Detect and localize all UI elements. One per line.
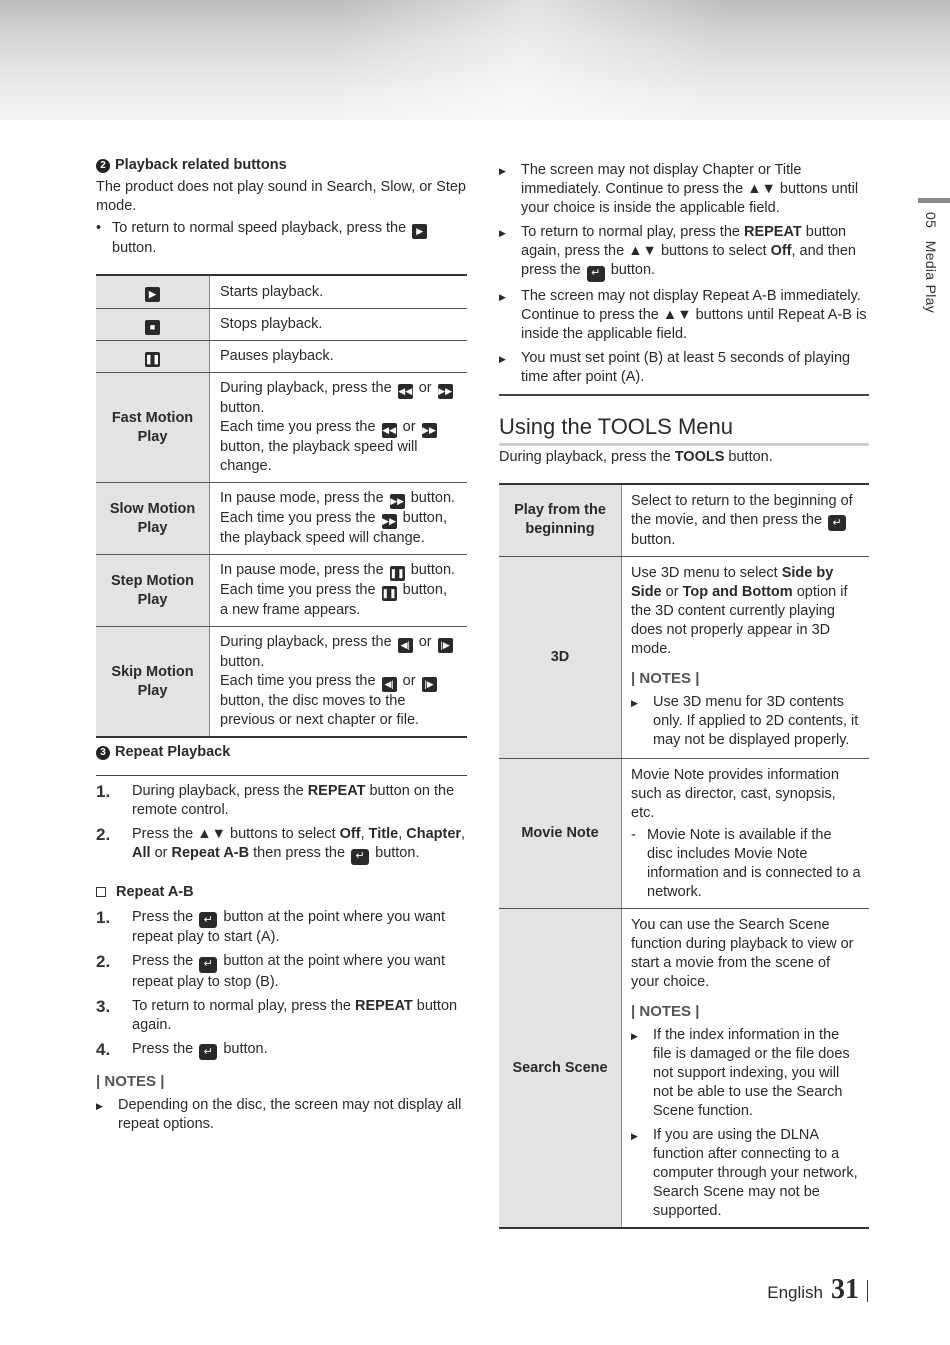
note-text: Use 3D menu for 3D contents only. If applied to 2D contents, it may not be displayed properly.	[653, 694, 859, 748]
triangle-bullet-icon: ▶	[631, 1031, 638, 1041]
enter-icon: ↵	[828, 515, 846, 531]
table-value-cell	[622, 484, 870, 557]
fast-forward-icon: ▶▶	[382, 514, 397, 529]
table-key-cell	[96, 309, 210, 341]
note-item	[499, 349, 869, 387]
note-text: The screen may not display Chapter or Title immediately. Continue to press the ▲▼ buttons until your choice is inside the applicable field.	[521, 162, 859, 216]
cell-text: or	[418, 380, 432, 396]
pause-icon: ❚❚	[382, 586, 397, 601]
list-number: 3.	[96, 996, 111, 1016]
cell-text: During playback, press the	[220, 634, 392, 650]
triangle-bullet-icon: ▶	[631, 698, 638, 708]
fast-forward-icon: ▶▶	[390, 494, 405, 509]
list-text-a: Press the ▲▼ buttons to select	[132, 826, 336, 842]
dash-bullet: -	[631, 827, 636, 843]
list-item	[96, 908, 467, 948]
table-key-cell: Movie Note	[499, 759, 622, 909]
enter-icon: ↵	[199, 957, 217, 973]
list-item	[96, 1040, 467, 1061]
note-item	[499, 287, 869, 344]
table-key-cell: 3D	[499, 557, 622, 759]
table-row	[499, 484, 869, 557]
step-number-badge: 2	[96, 159, 110, 173]
table-key-cell	[96, 341, 210, 373]
cell-text: button, the playback speed will change.	[220, 510, 447, 546]
list-number: 1.	[96, 907, 111, 927]
fast-forward-icon: ▶▶	[422, 423, 437, 438]
triangle-bullet-icon: ▶	[96, 1101, 103, 1111]
list-text-then: then press the	[253, 845, 346, 861]
heading-text: Repeat A-B	[116, 883, 194, 900]
note-item	[631, 1126, 861, 1221]
table-value-cell: Pauses playback.	[210, 341, 468, 373]
option-keyword: All	[132, 845, 151, 861]
table-value-cell	[622, 909, 870, 1229]
triangle-bullet-icon: ▶	[499, 291, 506, 302]
tools-intro	[499, 448, 869, 467]
list-text	[132, 782, 467, 820]
cell-text: Use 3D menu to select	[631, 565, 778, 581]
list-text-b: button at the point where you want repeat play to start (A).	[132, 908, 445, 945]
skip-forward-icon: |▶	[438, 638, 453, 653]
section-tab-marker	[918, 198, 950, 203]
language-label: English	[767, 1283, 823, 1302]
repeat-steps-list	[96, 782, 467, 865]
checkbox-square-icon	[96, 887, 106, 897]
skip-back-icon: ◀|	[382, 677, 397, 692]
table-row	[96, 555, 467, 627]
title-underline	[499, 443, 869, 446]
table-value-cell	[210, 483, 468, 555]
cell-text: button.	[410, 490, 456, 506]
table-row	[96, 275, 467, 309]
stop-icon: ■	[145, 320, 160, 335]
notes-heading: | NOTES |	[631, 670, 700, 687]
list-text	[132, 1040, 268, 1061]
pause-icon: ❚❚	[145, 352, 160, 367]
option-keyword: Top and Bottom	[682, 584, 793, 600]
cell-text: button, a new frame appears.	[220, 582, 447, 618]
cell-text: Select to return to the beginning of the movie, and then press the	[631, 492, 853, 528]
triangle-bullet-icon: ▶	[499, 228, 506, 238]
table-value-cell	[622, 759, 870, 909]
repeat-keyword: REPEAT	[307, 783, 366, 799]
table-key-cell: Skip Motion Play	[96, 627, 210, 738]
list-number: 4.	[96, 1039, 111, 1059]
heading-text: Playback related buttons	[115, 157, 287, 173]
right-column	[499, 161, 869, 1229]
repeat-ab-steps-list	[96, 908, 467, 1061]
list-text-a: Press the	[132, 953, 194, 969]
bullet-text	[112, 219, 467, 258]
rewind-icon: ◀◀	[398, 384, 413, 399]
triangle-bullet-icon: ▶	[631, 1131, 638, 1141]
list-item	[96, 997, 467, 1035]
footer-divider	[867, 1280, 868, 1302]
note-text-e: , and then press the	[521, 243, 856, 278]
bullet-dot: •	[96, 220, 102, 236]
tools-menu-table	[499, 483, 869, 1230]
table-value-cell: Starts playback.	[210, 275, 468, 309]
list-item	[96, 782, 467, 820]
list-number: 2.	[96, 825, 111, 844]
cell-text: or	[418, 634, 432, 650]
table-value-cell	[210, 627, 468, 738]
option-keyword: Side by Side	[631, 565, 834, 600]
note-text	[521, 223, 869, 282]
cell-text: button.	[220, 654, 265, 670]
option-keyword: Title	[368, 826, 399, 842]
table-key-cell: Step Motion Play	[96, 555, 210, 627]
list-item	[96, 952, 467, 992]
table-row	[96, 309, 467, 341]
table-row	[96, 483, 467, 555]
divider	[96, 775, 467, 776]
option-keyword: Repeat A-B	[171, 845, 250, 861]
table-row	[96, 627, 467, 738]
cell-text: button, the playback speed will change.	[220, 439, 418, 474]
dash-text: Movie Note is available if the disc includes Movie Note information and is connected to a network.	[647, 827, 861, 900]
cell-text: or	[665, 584, 679, 600]
enter-icon: ↵	[199, 1044, 217, 1060]
option-keyword: Off	[339, 826, 361, 842]
table-key-cell	[96, 275, 210, 309]
section-tab-label	[921, 212, 940, 313]
table-key-cell: Fast Motion Play	[96, 373, 210, 483]
table-row	[499, 909, 869, 1229]
repeat-ab-heading	[96, 883, 467, 902]
cell-text: Each time you press the	[220, 510, 376, 526]
section-number: 05	[923, 212, 939, 229]
step-number-badge: 3	[96, 746, 110, 760]
repeat-keyword: REPEAT	[354, 997, 413, 1014]
note-text: If the index information in the file is damaged or the file does not support indexing, you will not be able to use the Search Scene function.	[653, 1027, 850, 1119]
notes-heading: | NOTES |	[96, 1073, 165, 1090]
list-text-a: To return to normal play, press the	[132, 997, 351, 1014]
fast-forward-icon: ▶▶	[438, 384, 453, 399]
cell-text: In pause mode, press the	[220, 562, 384, 578]
note-text-a: To return to normal play, press the	[521, 224, 740, 240]
intro-text: The product does not play sound in Search, Slow, or Step mode.	[96, 179, 466, 214]
cell-text: button.	[410, 562, 456, 578]
list-text-b: button at the point where you want repeat play to stop (B).	[132, 953, 445, 990]
cell-text: button.	[220, 400, 265, 416]
repeat-playback-heading	[96, 743, 467, 762]
note-text: You must set point (B) at least 5 seconds of playing time after point (A).	[521, 349, 851, 385]
cell-text: or	[402, 673, 416, 689]
table-value-cell	[210, 555, 468, 627]
play-icon: ▶	[412, 224, 427, 239]
list-text-or: or	[154, 845, 168, 861]
note-text: The screen may not display Repeat A-B immediately. Continue to press the ▲▼ buttons until Repeat A-B is inside the applicable field.	[521, 287, 867, 342]
enter-icon: ↵	[351, 849, 369, 865]
bullet-text-a: To return to normal speed playback, press the	[112, 220, 407, 236]
table-row	[499, 759, 869, 909]
cell-text: Each time you press the	[220, 419, 376, 435]
repeat-keyword: REPEAT	[743, 224, 802, 240]
list-text: Press the ▲▼ buttons to select Off, Title, Chapter, All or Repeat A-B then press the ↵ button.	[132, 825, 467, 865]
header-banner	[0, 0, 950, 120]
enter-icon: ↵	[587, 266, 605, 282]
intro-text-a: During playback, press the	[499, 448, 671, 465]
playback-controls-table	[96, 274, 467, 738]
list-text-b: button on the remote control.	[132, 783, 455, 818]
list-number: 1.	[96, 782, 111, 801]
note-text-c: button again, press the ▲▼ buttons to select	[521, 224, 847, 259]
table-row	[96, 373, 467, 483]
left-column	[96, 156, 467, 1134]
triangle-bullet-icon: ▶	[499, 166, 506, 176]
option-keyword: Chapter	[406, 826, 462, 842]
note-text-f: button.	[610, 262, 656, 278]
cell-text: button, the disc moves to the previous or next chapter or file.	[220, 693, 420, 728]
table-value-cell: Stops playback.	[210, 309, 468, 341]
note-item	[499, 161, 869, 218]
cell-text: Each time you press the	[220, 582, 376, 598]
page-footer	[767, 1274, 868, 1305]
list-text-a: Press the	[132, 908, 194, 925]
divider	[499, 394, 869, 396]
note-item	[96, 1096, 467, 1134]
list-number: 2.	[96, 952, 111, 971]
list-text-b: button.	[223, 1040, 268, 1057]
dash-item	[631, 826, 861, 902]
note-text: Depending on the disc, the screen may not display all repeat options.	[118, 1097, 462, 1132]
list-text-a: Press the	[132, 1040, 194, 1057]
skip-back-icon: ◀|	[398, 638, 413, 653]
table-key-cell: Play from the beginning	[499, 484, 622, 557]
cell-text: button.	[631, 532, 676, 548]
cell-text: In pause mode, press the	[220, 490, 384, 506]
cell-text: Each time you press the	[220, 673, 376, 689]
table-key-cell: Search Scene	[499, 909, 622, 1229]
table-key-cell: Slow Motion Play	[96, 483, 210, 555]
table-row	[499, 557, 869, 759]
list-text	[132, 997, 467, 1035]
list-text	[132, 908, 467, 948]
triangle-bullet-icon: ▶	[499, 353, 506, 364]
table-value-cell	[210, 373, 468, 483]
list-text-c: button again.	[132, 997, 458, 1033]
cell-text: or	[402, 419, 416, 435]
pause-icon: ❚❚	[390, 566, 405, 581]
play-icon: ▶	[145, 287, 160, 302]
page-number: 31	[831, 1274, 859, 1305]
skip-forward-icon: |▶	[422, 677, 437, 692]
bullet-text-b: button.	[112, 240, 157, 256]
heading-text: Repeat Playback	[115, 744, 231, 760]
rewind-icon: ◀◀	[382, 423, 397, 438]
list-text	[132, 952, 467, 992]
table-value-cell	[622, 557, 870, 759]
list-text-end: button.	[375, 845, 420, 861]
playback-buttons-heading	[96, 156, 467, 175]
off-keyword: Off	[770, 243, 792, 259]
tools-keyword: TOOLS	[674, 448, 725, 465]
enter-icon: ↵	[199, 912, 217, 928]
intro-text-c: button.	[728, 448, 773, 465]
note-item	[631, 1026, 861, 1121]
bullet-item	[96, 219, 467, 258]
cell-text: option if the 3D content currently playing does not properly appear in 3D mode.	[631, 584, 848, 657]
cell-text: You can use the Search Scene function during playback to view or start a movie from the scene of your choice.	[631, 917, 854, 990]
note-text: If you are using the DLNA function after connecting to a computer through your network, Search Scene may not be supported.	[653, 1127, 858, 1219]
note-item	[631, 693, 861, 750]
list-item	[96, 825, 467, 865]
cell-text: During playback, press the	[220, 380, 392, 396]
notes-heading: | NOTES |	[631, 1003, 700, 1020]
section-label: Media Play	[923, 240, 939, 314]
table-row	[96, 341, 467, 373]
tools-menu-title: Using the TOOLS Menu	[499, 413, 733, 439]
cell-text: Movie Note provides information such as director, cast, synopsis, etc.	[631, 767, 839, 821]
note-item	[499, 223, 869, 282]
list-text-a: During playback, press the	[132, 783, 304, 799]
